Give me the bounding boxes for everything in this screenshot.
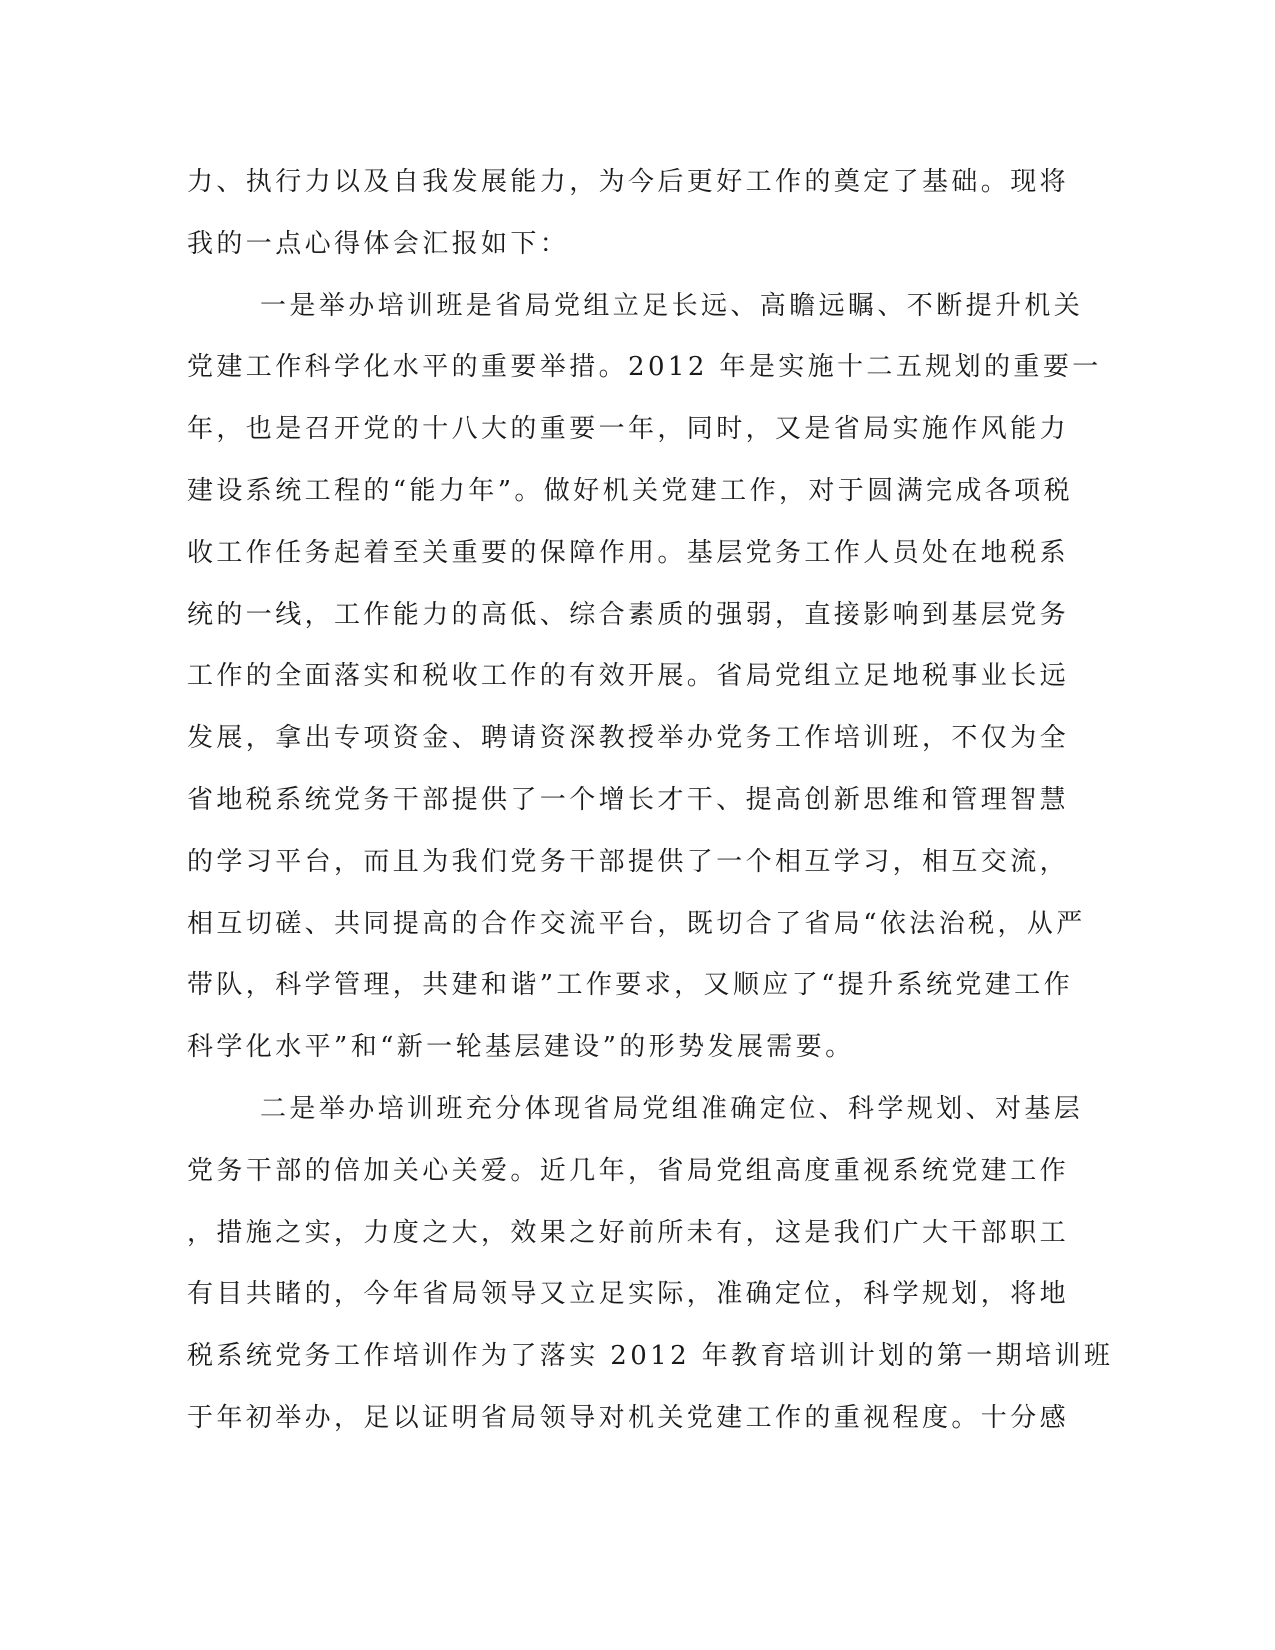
text-line: 建设系统工程的“能力年”。做好机关党建工作，对于圆满完成各项税 [187,475,1073,506]
text-line: 于年初举办，足以证明省局领导对机关党建工作的重视程度。十分感 [187,1402,1070,1433]
document-body [187,162,1114,1460]
text-line: 党务干部的倍加关心关爱。近几年，省局党组高度重视系统党建工作 [187,1155,1070,1186]
text-line: 工作的全面落实和税收工作的有效开展。省局党组立足地税事业长远 [187,661,1070,692]
text-line: ，措施之实，力度之大，效果之好前所未有，这是我们广大干部职工 [187,1217,1070,1248]
text-line: 带队，科学管理，共建和谐”工作要求，又顺应了“提升系统党建工作 [187,970,1073,1001]
text-line: 力、执行力以及自我发展能力，为今后更好工作的奠定了基础。现将 [187,167,1070,197]
text-line: 收工作任务起着至关重要的保障作用。基层党务工作人员处在地税系 [187,537,1070,568]
paragraph-first-line: 一是举办培训班是省局党组立足长远、高瞻远瞩、不断提升机关 [260,290,1084,321]
paragraph-first-line: 二是举办培训班充分体现省局党组准确定位、科学规划、对基层 [260,1093,1084,1124]
text-line: 年，也是召开党的十八大的重要一年，同时，又是省局实施作风能力 [187,414,1070,445]
text-line: 的学习平台，而且为我们党务干部提供了一个相互学习，相互交流， [187,846,1070,877]
text-line: 有目共睹的，今年省局领导又立足实际，准确定位，科学规划，将地 [187,1279,1070,1310]
text-line: 税系统党务工作培训作为了落实 2012 年教育培训计划的第一期培训班 [187,1341,1114,1372]
text-line: 相互切磋、共同提高的合作交流平台，既切合了省局“依法治税，从严 [187,908,1086,939]
text-line: 科学化水平”和“新一轮基层建设”的形势发展需要。 [187,1032,855,1063]
text-line: 发展，拿出专项资金、聘请资深教授举办党务工作培训班，不仅为全 [187,723,1070,754]
text-line: 我的一点心得体会汇报如下： [187,228,570,259]
text-line: 省地税系统党务干部提供了一个增长才干、提高创新思维和管理智慧 [187,784,1070,815]
text-line: 党建工作科学化水平的重要举措。2012 年是实施十二五规划的重要一 [187,352,1102,383]
text-line: 统的一线，工作能力的高低、综合素质的强弱，直接影响到基层党务 [187,599,1070,630]
